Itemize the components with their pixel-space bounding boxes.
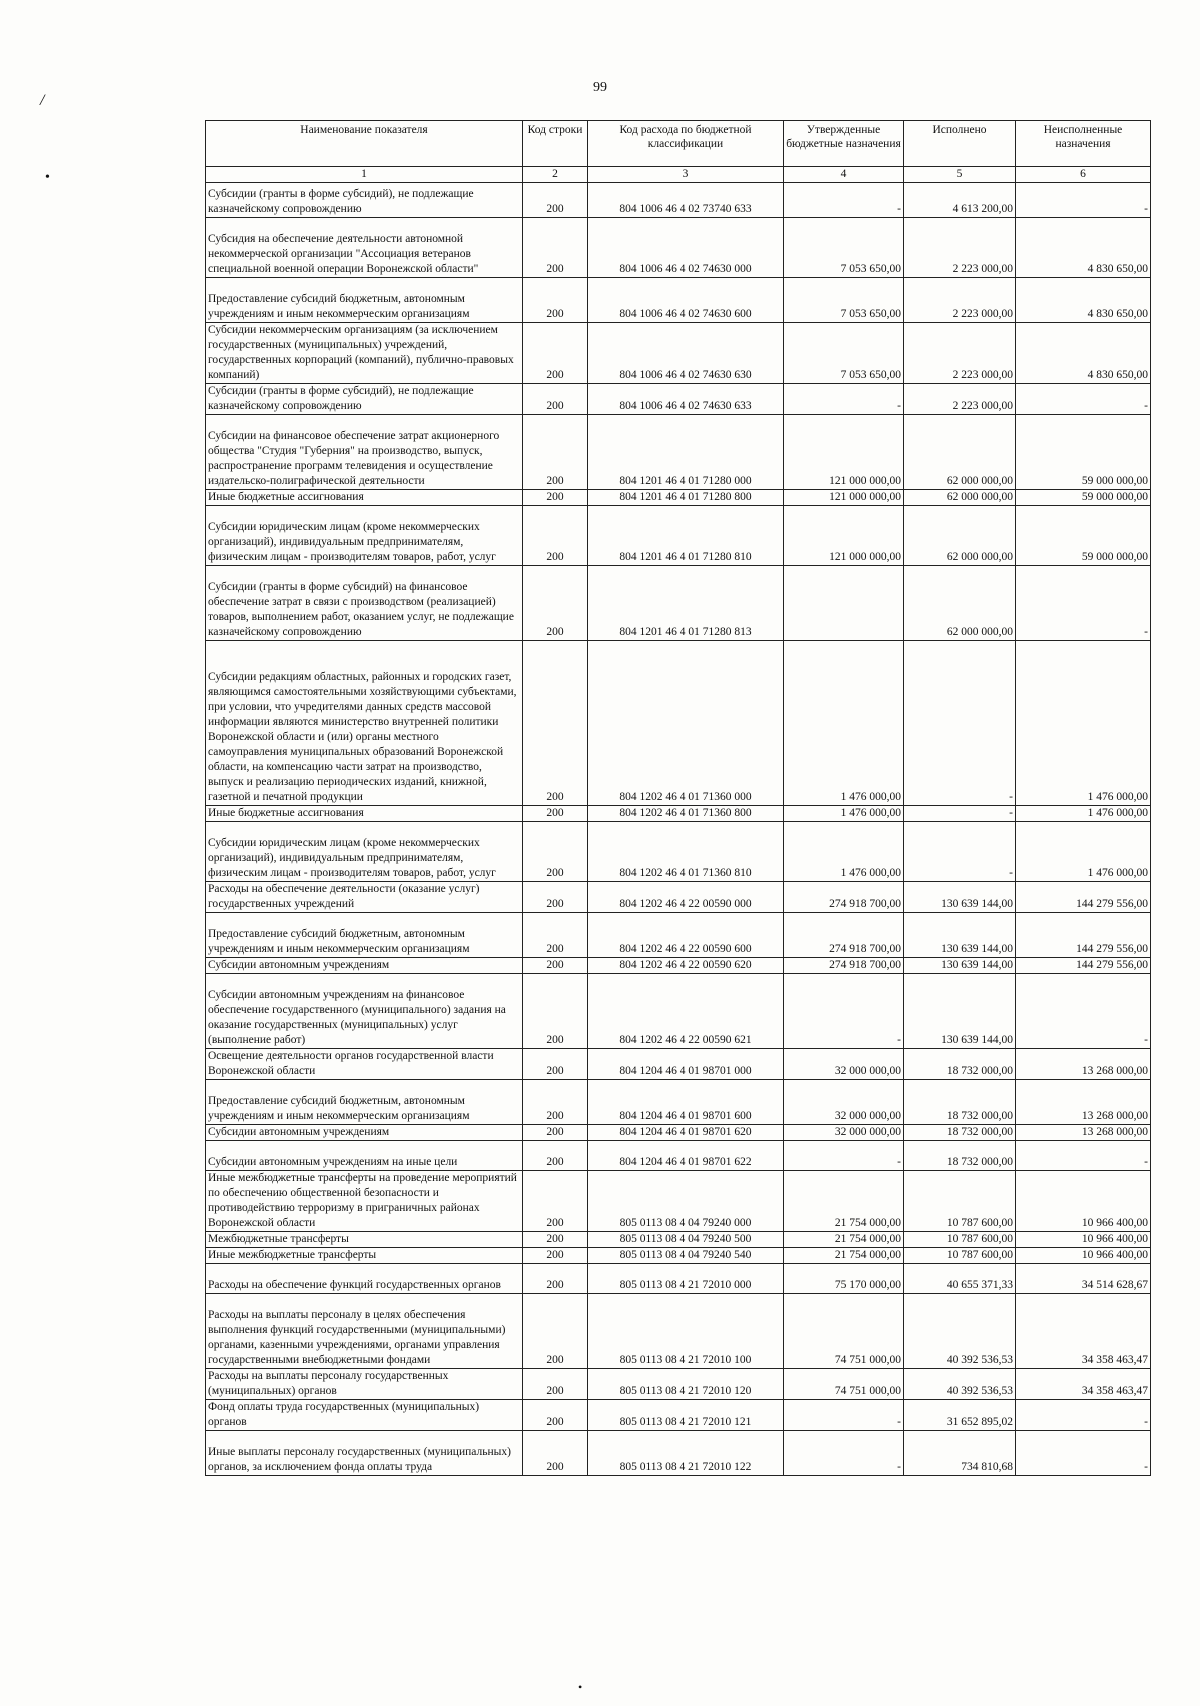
row-budget-code: 805 0113 08 4 04 79240 000 [588, 1171, 784, 1232]
table-row [206, 1369, 1151, 1400]
table-row [206, 974, 1151, 1049]
row-executed: 130 639 144,00 [904, 882, 1016, 913]
row-name: Субсидии некоммерческим организациям (за исключением государственных (муниципальных) учреждений, государственных корпораций (компаний), публично-правовых компаний) [206, 323, 523, 384]
row-unexecuted: 13 268 000,00 [1016, 1125, 1151, 1141]
column-number: 1 [206, 167, 523, 183]
column-number: 4 [784, 167, 904, 183]
column-header-executed: Исполнено [904, 121, 1016, 167]
row-name: Субсидии юридическим лицам (кроме некоммерческих организаций), индивидуальным предпринимателям, физическим лицам - производителям товаров, работ, услуг [206, 822, 523, 882]
row-line-code: 200 [523, 218, 588, 278]
row-line-code: 200 [523, 1264, 588, 1294]
bottom-dot: • [578, 1680, 583, 1694]
row-name: Иные межбюджетные трансферты на проведение мероприятий по обеспечению общественной безопасности и противодействию терроризму в приграничных районах Воронежской области [206, 1171, 523, 1232]
row-approved: 7 053 650,00 [784, 218, 904, 278]
row-executed: 2 223 000,00 [904, 384, 1016, 415]
row-line-code: 200 [523, 641, 588, 806]
row-executed: - [904, 806, 1016, 822]
row-approved: - [784, 1141, 904, 1171]
row-line-code: 200 [523, 1248, 588, 1264]
row-executed: 2 223 000,00 [904, 278, 1016, 323]
row-name: Освещение деятельности органов государственной власти Воронежской области [206, 1049, 523, 1080]
row-line-code: 200 [523, 1294, 588, 1369]
column-header-unexecuted: Неисполненные назначения [1016, 121, 1151, 167]
row-unexecuted: 59 000 000,00 [1016, 490, 1151, 506]
row-name: Субсидии (гранты в форме субсидий), не подлежащие казначейскому сопровождению [206, 183, 523, 218]
row-name: Расходы на обеспечение деятельности (оказание услуг) государственных учреждений [206, 882, 523, 913]
row-approved: 32 000 000,00 [784, 1125, 904, 1141]
row-executed: 31 652 895,02 [904, 1400, 1016, 1431]
row-approved: 121 000 000,00 [784, 490, 904, 506]
row-executed: 10 787 600,00 [904, 1248, 1016, 1264]
row-unexecuted: - [1016, 974, 1151, 1049]
row-name: Иные межбюджетные трансферты [206, 1248, 523, 1264]
row-line-code: 200 [523, 1232, 588, 1248]
table-row [206, 566, 1151, 641]
row-unexecuted: 4 830 650,00 [1016, 323, 1151, 384]
row-executed: 62 000 000,00 [904, 415, 1016, 490]
row-name: Иные выплаты персоналу государственных (муниципальных) органов, за исключением фонда оплаты труда [206, 1431, 523, 1476]
row-unexecuted: - [1016, 1141, 1151, 1171]
table-row [206, 278, 1151, 323]
row-executed: 40 392 536,53 [904, 1294, 1016, 1369]
table-row [206, 1080, 1151, 1125]
row-executed: 10 787 600,00 [904, 1232, 1016, 1248]
row-executed: 2 223 000,00 [904, 218, 1016, 278]
row-name: Субсидии автономным учреждениям [206, 958, 523, 974]
row-unexecuted: 144 279 556,00 [1016, 913, 1151, 958]
row-executed: 734 810,68 [904, 1431, 1016, 1476]
row-budget-code: 804 1202 46 4 22 00590 000 [588, 882, 784, 913]
table-row [206, 1431, 1151, 1476]
table-row [206, 806, 1151, 822]
row-line-code: 200 [523, 566, 588, 641]
column-number: 6 [1016, 167, 1151, 183]
row-unexecuted: 1 476 000,00 [1016, 822, 1151, 882]
row-approved: 274 918 700,00 [784, 958, 904, 974]
row-approved: 21 754 000,00 [784, 1171, 904, 1232]
row-budget-code: 804 1006 46 4 02 74630 600 [588, 278, 784, 323]
column-header-line-code: Код строки [523, 121, 588, 167]
row-line-code: 200 [523, 1125, 588, 1141]
table-row [206, 183, 1151, 218]
row-approved: 74 751 000,00 [784, 1294, 904, 1369]
row-approved: 32 000 000,00 [784, 1049, 904, 1080]
row-approved: 7 053 650,00 [784, 323, 904, 384]
row-executed: 18 732 000,00 [904, 1125, 1016, 1141]
row-budget-code: 804 1202 46 4 01 71360 810 [588, 822, 784, 882]
row-line-code: 200 [523, 1049, 588, 1080]
column-number: 5 [904, 167, 1016, 183]
row-line-code: 200 [523, 506, 588, 566]
row-unexecuted: 10 966 400,00 [1016, 1248, 1151, 1264]
table-row [206, 218, 1151, 278]
table-row [206, 1141, 1151, 1171]
table-row [206, 415, 1151, 490]
row-line-code: 200 [523, 183, 588, 218]
row-approved: 21 754 000,00 [784, 1248, 904, 1264]
table-row [206, 384, 1151, 415]
row-unexecuted: 10 966 400,00 [1016, 1171, 1151, 1232]
page-number: 99 [593, 80, 607, 95]
row-executed: 2 223 000,00 [904, 323, 1016, 384]
row-name: Расходы на выплаты персоналу в целях обеспечения выполнения функций государственными (муниципальными) органами, казенными учреждениями, органами управления государственными внебюджетными фондами [206, 1294, 523, 1369]
row-executed: 62 000 000,00 [904, 490, 1016, 506]
row-line-code: 200 [523, 490, 588, 506]
row-budget-code: 805 0113 08 4 21 72010 121 [588, 1400, 784, 1431]
row-unexecuted: 4 830 650,00 [1016, 218, 1151, 278]
row-budget-code: 804 1204 46 4 01 98701 600 [588, 1080, 784, 1125]
row-line-code: 200 [523, 384, 588, 415]
row-budget-code: 804 1204 46 4 01 98701 000 [588, 1049, 784, 1080]
row-unexecuted: 59 000 000,00 [1016, 506, 1151, 566]
row-executed: - [904, 822, 1016, 882]
row-unexecuted: 144 279 556,00 [1016, 882, 1151, 913]
row-line-code: 200 [523, 822, 588, 882]
row-budget-code: 804 1204 46 4 01 98701 620 [588, 1125, 784, 1141]
row-executed: - [904, 641, 1016, 806]
row-approved: 21 754 000,00 [784, 1232, 904, 1248]
row-approved: - [784, 1431, 904, 1476]
row-name: Расходы на обеспечение функций государственных органов [206, 1264, 523, 1294]
row-approved: 1 476 000,00 [784, 822, 904, 882]
row-line-code: 200 [523, 806, 588, 822]
table-row [206, 490, 1151, 506]
table-row [206, 958, 1151, 974]
table-row [206, 913, 1151, 958]
row-approved: 1 476 000,00 [784, 641, 904, 806]
row-budget-code: 804 1202 46 4 22 00590 600 [588, 913, 784, 958]
row-budget-code: 805 0113 08 4 21 72010 100 [588, 1294, 784, 1369]
table-row [206, 1400, 1151, 1431]
row-name: Предоставление субсидий бюджетным, автономным учреждениям и иным некоммерческим организациям [206, 1080, 523, 1125]
row-line-code: 200 [523, 278, 588, 323]
row-line-code: 200 [523, 1369, 588, 1400]
row-name: Субсидии автономным учреждениям на финансовое обеспечение государственного (муниципального) задания на оказание государственных (муниципальных) услуг (выполнение работ) [206, 974, 523, 1049]
table-row [206, 641, 1151, 806]
row-approved: 274 918 700,00 [784, 913, 904, 958]
row-unexecuted: 1 476 000,00 [1016, 806, 1151, 822]
table-row [206, 1248, 1151, 1264]
row-budget-code: 804 1006 46 4 02 74630 000 [588, 218, 784, 278]
row-name: Фонд оплаты труда государственных (муниципальных) органов [206, 1400, 523, 1431]
row-executed: 4 613 200,00 [904, 183, 1016, 218]
row-approved: 1 476 000,00 [784, 806, 904, 822]
table-row [206, 1232, 1151, 1248]
row-unexecuted: 10 966 400,00 [1016, 1232, 1151, 1248]
row-budget-code: 805 0113 08 4 21 72010 120 [588, 1369, 784, 1400]
row-name: Субсидии юридическим лицам (кроме некоммерческих организаций), индивидуальным предпринимателям, физическим лицам - производителям товаров, работ, услуг [206, 506, 523, 566]
row-executed: 130 639 144,00 [904, 974, 1016, 1049]
table-row [206, 323, 1151, 384]
margin-mark: / [40, 92, 45, 109]
row-name: Расходы на выплаты персоналу государственных (муниципальных) органов [206, 1369, 523, 1400]
row-unexecuted: - [1016, 1431, 1151, 1476]
row-unexecuted: 34 358 463,47 [1016, 1369, 1151, 1400]
row-name: Предоставление субсидий бюджетным, автономным учреждениям и иным некоммерческим организациям [206, 278, 523, 323]
row-line-code: 200 [523, 913, 588, 958]
row-budget-code: 805 0113 08 4 04 79240 500 [588, 1232, 784, 1248]
row-executed: 10 787 600,00 [904, 1171, 1016, 1232]
row-line-code: 200 [523, 1141, 588, 1171]
row-name: Субсидии на финансовое обеспечение затрат акционерного общества "Студия "Губерния" на производство, выпуск, распространение программ телевидения и осуществление издательско-полиграфической деятельности [206, 415, 523, 490]
row-approved: 74 751 000,00 [784, 1369, 904, 1400]
row-executed: 62 000 000,00 [904, 506, 1016, 566]
row-line-code: 200 [523, 1171, 588, 1232]
row-approved: 121 000 000,00 [784, 506, 904, 566]
row-budget-code: 804 1202 46 4 22 00590 620 [588, 958, 784, 974]
row-budget-code: 804 1006 46 4 02 74630 630 [588, 323, 784, 384]
row-approved: 75 170 000,00 [784, 1264, 904, 1294]
row-budget-code: 804 1201 46 4 01 71280 800 [588, 490, 784, 506]
row-approved: - [784, 384, 904, 415]
row-unexecuted: - [1016, 384, 1151, 415]
row-name: Субсидии редакциям областных, районных и городских газет, являющимся самостоятельными хозяйствующими субъектами, при условии, что учредителями данных средств массовой информации являются министерство внутренней политики Воронежской области и (или) органы местного самоуправления муниципальных образований Воронежской области, на компенсацию части затрат на производство, выпуск и реализацию периодических изданий, книжной, газетной и печатной продукции [206, 641, 523, 806]
row-budget-code: 804 1202 46 4 01 71360 800 [588, 806, 784, 822]
row-line-code: 200 [523, 1400, 588, 1431]
table-row [206, 822, 1151, 882]
row-name: Иные бюджетные ассигнования [206, 490, 523, 506]
row-line-code: 200 [523, 323, 588, 384]
column-number: 2 [523, 167, 588, 183]
row-name: Субсидии (гранты в форме субсидий) на финансовое обеспечение затрат в связи с производством (реализацией) товаров, выполнением работ, оказанием услуг, не подлежащие казначейскому сопровождению [206, 566, 523, 641]
row-budget-code: 804 1202 46 4 01 71360 000 [588, 641, 784, 806]
column-header-name: Наименование показателя [206, 121, 523, 167]
row-unexecuted: - [1016, 566, 1151, 641]
row-executed: 130 639 144,00 [904, 958, 1016, 974]
row-executed: 40 392 536,53 [904, 1369, 1016, 1400]
table-header-row [206, 121, 1151, 167]
row-executed: 40 655 371,33 [904, 1264, 1016, 1294]
row-line-code: 200 [523, 974, 588, 1049]
table-row [206, 506, 1151, 566]
column-number: 3 [588, 167, 784, 183]
table-row [206, 1264, 1151, 1294]
row-approved: 32 000 000,00 [784, 1080, 904, 1125]
row-line-code: 200 [523, 415, 588, 490]
row-name: Предоставление субсидий бюджетным, автономным учреждениям и иным некоммерческим организациям [206, 913, 523, 958]
row-budget-code: 805 0113 08 4 04 79240 540 [588, 1248, 784, 1264]
row-name: Иные бюджетные ассигнования [206, 806, 523, 822]
row-approved: - [784, 974, 904, 1049]
row-approved [784, 566, 904, 641]
row-line-code: 200 [523, 1431, 588, 1476]
row-approved: 121 000 000,00 [784, 415, 904, 490]
row-unexecuted: 13 268 000,00 [1016, 1049, 1151, 1080]
row-budget-code: 804 1201 46 4 01 71280 810 [588, 506, 784, 566]
row-budget-code: 804 1201 46 4 01 71280 813 [588, 566, 784, 641]
row-approved: - [784, 1400, 904, 1431]
row-unexecuted: 34 358 463,47 [1016, 1294, 1151, 1369]
row-budget-code: 805 0113 08 4 21 72010 122 [588, 1431, 784, 1476]
column-number-row [206, 167, 1151, 183]
column-header-approved: Утвержденные бюджетные назначения [784, 121, 904, 167]
row-approved: - [784, 183, 904, 218]
row-unexecuted: 34 514 628,67 [1016, 1264, 1151, 1294]
row-name: Субсидии автономным учреждениям [206, 1125, 523, 1141]
row-unexecuted: - [1016, 1400, 1151, 1431]
row-budget-code: 804 1204 46 4 01 98701 622 [588, 1141, 784, 1171]
row-line-code: 200 [523, 1080, 588, 1125]
row-executed: 18 732 000,00 [904, 1080, 1016, 1125]
row-budget-code: 804 1201 46 4 01 71280 000 [588, 415, 784, 490]
row-executed: 18 732 000,00 [904, 1049, 1016, 1080]
row-approved: 7 053 650,00 [784, 278, 904, 323]
row-unexecuted: 59 000 000,00 [1016, 415, 1151, 490]
row-budget-code: 804 1202 46 4 22 00590 621 [588, 974, 784, 1049]
row-name: Субсидия на обеспечение деятельности автономной некоммерческой организации "Ассоциация ветеранов специальной военной операции Воронежской области" [206, 218, 523, 278]
margin-dot: • [45, 170, 50, 185]
row-unexecuted: 4 830 650,00 [1016, 278, 1151, 323]
row-unexecuted: 144 279 556,00 [1016, 958, 1151, 974]
table-row [206, 1125, 1151, 1141]
table-row [206, 1049, 1151, 1080]
row-executed: 18 732 000,00 [904, 1141, 1016, 1171]
row-name: Субсидии (гранты в форме субсидий), не подлежащие казначейскому сопровождению [206, 384, 523, 415]
row-name: Субсидии автономным учреждениям на иные цели [206, 1141, 523, 1171]
row-executed: 130 639 144,00 [904, 913, 1016, 958]
row-line-code: 200 [523, 958, 588, 974]
row-unexecuted: 1 476 000,00 [1016, 641, 1151, 806]
table-row [206, 1171, 1151, 1232]
column-header-budget-code: Код расхода по бюджетной классификации [588, 121, 784, 167]
table-row [206, 882, 1151, 913]
row-unexecuted: 13 268 000,00 [1016, 1080, 1151, 1125]
row-executed: 62 000 000,00 [904, 566, 1016, 641]
row-budget-code: 804 1006 46 4 02 73740 633 [588, 183, 784, 218]
row-name: Межбюджетные трансферты [206, 1232, 523, 1248]
row-line-code: 200 [523, 882, 588, 913]
row-approved: 274 918 700,00 [784, 882, 904, 913]
table-row [206, 1294, 1151, 1369]
budget-execution-table [205, 120, 1151, 1476]
row-budget-code: 805 0113 08 4 21 72010 000 [588, 1264, 784, 1294]
row-budget-code: 804 1006 46 4 02 74630 633 [588, 384, 784, 415]
row-unexecuted: - [1016, 183, 1151, 218]
